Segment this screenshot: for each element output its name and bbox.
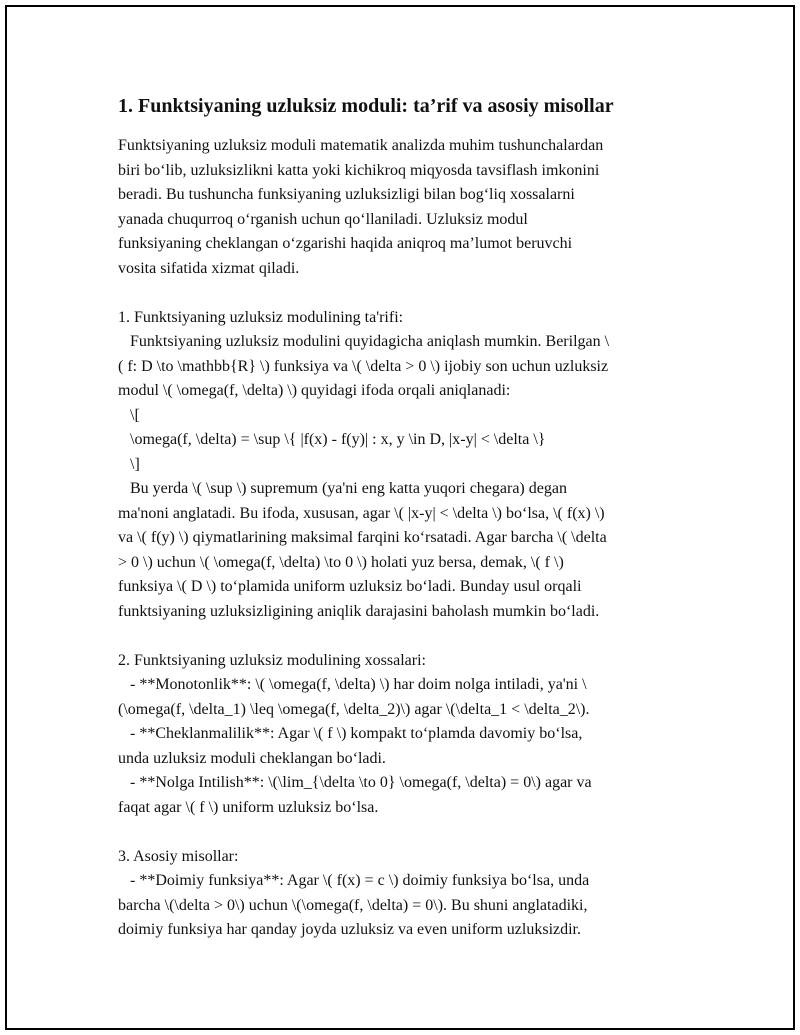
section-line: > 0 \) uchun \( \omega(f, \delta) \to 0 \) holati yuz bersa, demak, \( f \) <box>118 553 564 571</box>
document-body <box>118 92 688 967</box>
list-item-line: faqat agar \( f \) uniform uzluksiz bo‘lsa. <box>118 798 379 816</box>
section-line: Bu yerda \( \sup \) supremum (ya'ni eng katta yuqori chegara) degan <box>130 480 567 497</box>
section-line: va \( f(y) \) qiymatlarining maksimal farqini ko‘rsatadi. Agar barcha \( \delta <box>118 529 607 546</box>
list-item-line: unda uzluksiz moduli cheklangan bo‘ladi. <box>118 749 386 767</box>
intro-line: vosita sifatida xizmat qiladi. <box>118 259 300 277</box>
intro-line: beradi. Bu tushuncha funksiyaning uzluksizligi bilan bog‘liq xossalarni <box>118 186 575 203</box>
section-line: modul \( \omega(f, \delta) \) quyidagi ifoda orqali aniqlanadi: <box>118 382 511 399</box>
intro-line: funksiyaning cheklangan o‘zgarishi haqida aniqroq ma’lumot beruvchi <box>118 235 573 252</box>
section-examples <box>118 845 688 943</box>
list-item-line: barcha \(\delta > 0\) uchun \(\omega(f, \delta) = 0\). Bu shuni anglatadiki, <box>118 896 588 914</box>
document-title: 1. Funktsiyaning uzluksiz moduli: ta’rif va asosiy misollar <box>118 95 614 117</box>
intro-line: yanada chuqurroq o‘rganish uchun qo‘llaniladi. Uzluksiz modul <box>118 210 528 228</box>
section-line: ma'noni anglatadi. Bu ifoda, xususan, agar \( |x-y| < \delta \) bo‘lsa, \( f(x) \) <box>118 504 605 522</box>
formula-line: \omega(f, \delta) = \sup \{ |f(x) - f(y)| : x, y \in D, |x-y| < \delta \} <box>130 431 546 448</box>
list-item-line: (\omega(f, \delta_1) \leq \omega(f, \delta_2)\) agar \(\delta_1 < \delta_2\). <box>118 700 590 718</box>
list-item-line: - **Nolga Intilish**: \(\lim_{\delta \to 0} \omega(f, \delta) = 0\) agar va <box>130 774 592 791</box>
list-item-line: - **Cheklanmalilik**: Agar \( f \) kompakt to‘plamda davomiy bo‘lsa, <box>130 725 583 742</box>
section-line: funktsiyaning uzluksizligining aniqlik darajasini baholash mumkin bo‘ladi. <box>118 602 600 620</box>
list-item-line: doimiy funksiya har qanday joyda uzluksiz va even uniform uzluksizdir. <box>118 921 581 938</box>
list-item-line: - **Doimiy funksiya**: Agar \( f(x) = c \) doimiy funksiya bo‘lsa, unda <box>130 872 590 889</box>
section-definition <box>118 306 688 625</box>
section-line: Funktsiyaning uzluksiz modulini quyidagicha aniqlash mumkin. Berilgan \ <box>130 333 610 350</box>
intro-line: Funktsiyaning uzluksiz moduli matematik analizda muhim tushunchalardan <box>118 137 604 154</box>
section-line: funksiya \( D \) to‘plamida uniform uzluksiz bo‘ladi. Bunday usul orqali <box>118 578 582 595</box>
section-heading: 2. Funktsiyaning uzluksiz modulining xossalari: <box>118 651 426 669</box>
section-heading: 1. Funktsiyaning uzluksiz modulining ta'rifi: <box>118 308 404 326</box>
intro-paragraph <box>118 134 688 281</box>
intro-line: biri bo‘lib, uzluksizlikni katta yoki kichikroq miqyosda tavsiflash imkonini <box>118 161 600 179</box>
formula-open: \[ <box>130 406 140 424</box>
section-line: ( f: D \to \mathbb{R} \) funksiya va \( \delta > 0 \) ijobiy son uchun uzluksiz <box>118 357 609 375</box>
section-heading: 3. Asosiy misollar: <box>118 847 239 865</box>
section-properties <box>118 649 688 821</box>
formula-close: \] <box>130 455 140 473</box>
list-item-line: - **Monotonlik**: \( \omega(f, \delta) \) har doim nolga intiladi, ya'ni \ <box>130 676 587 693</box>
